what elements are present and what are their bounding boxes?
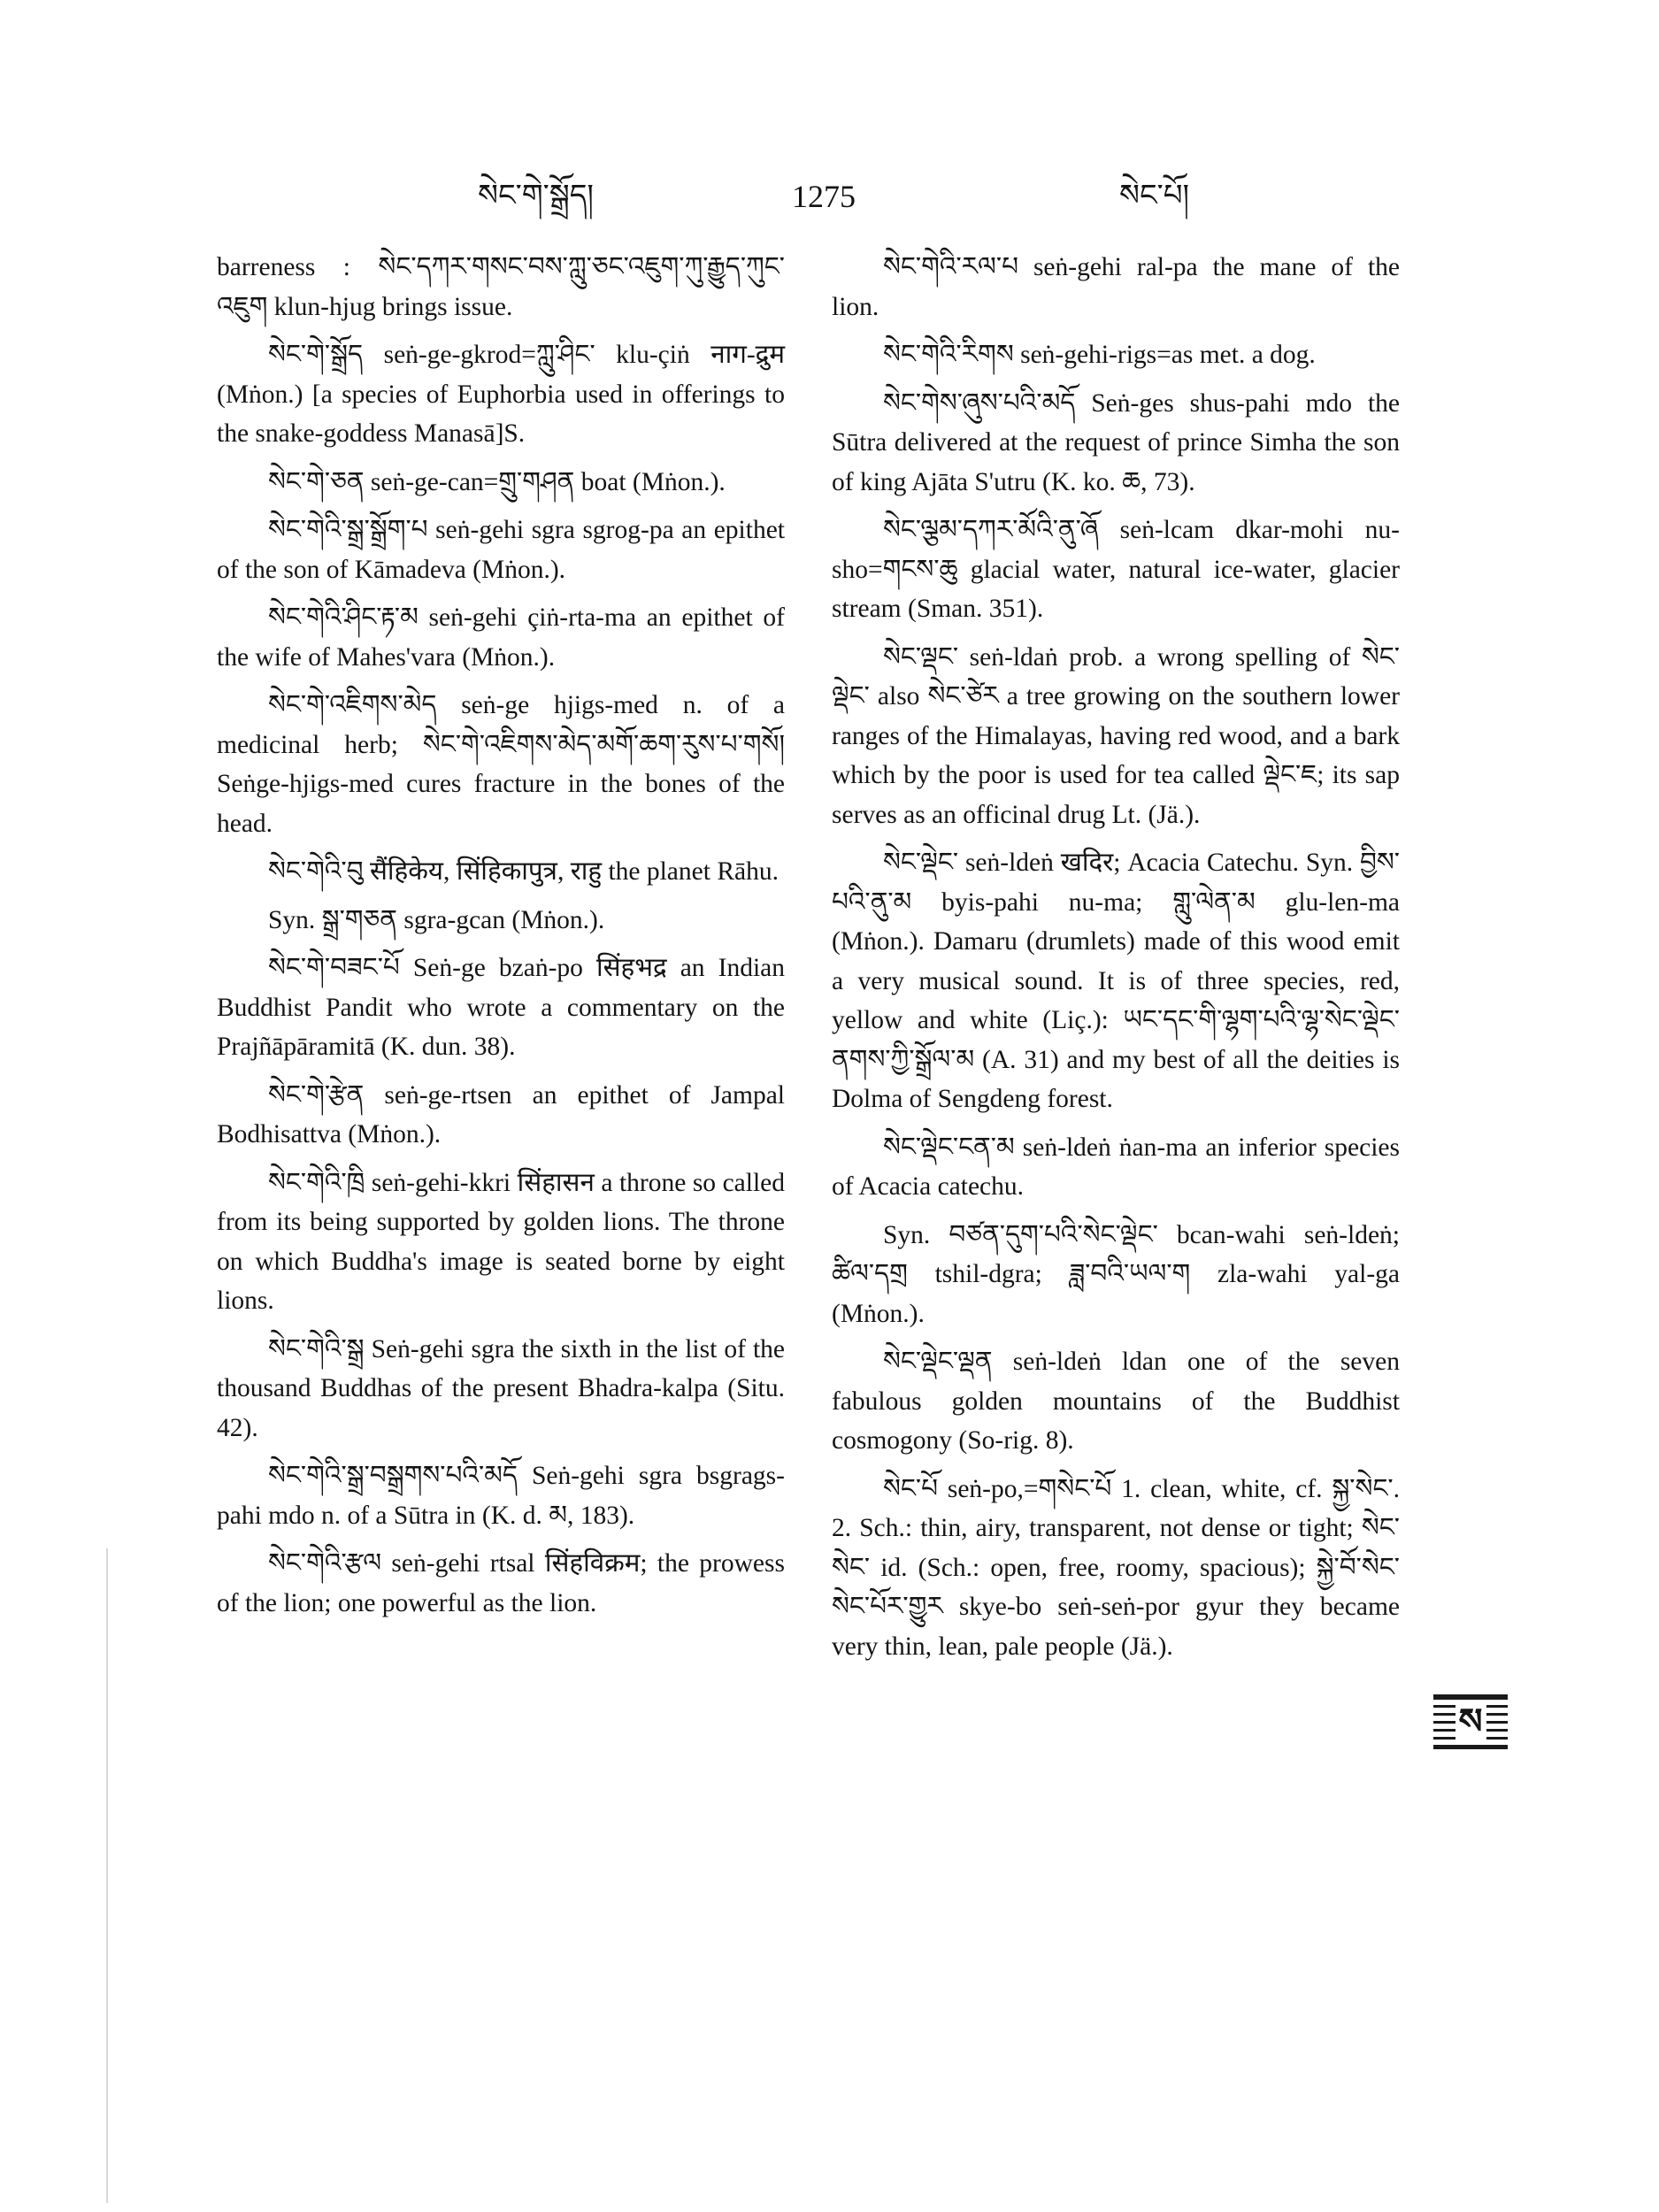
page-number: 1275 [792,179,856,214]
header-right-guide-word: སེང་པོ། [1119,180,1190,212]
entry: སེང་ལྡེང་ངན་མ seṅ-ldeṅ ṅan-ma an inferior species of Acacia catechu. [832,1133,1400,1201]
entry: སེང་ལྡེང་ seṅ-ldeṅ खदिर; Acacia Catechu. Syn. བྱིས་པའི་ནུ་མ byis-pahi nu-ma; གླུ་ལེན་མ glu-len-ma (Mṅon.). Damaru (drumlets) made of this wood emit a very musical sound. It is of three species, red, yellow and white (Liç.): ཡང་དང་གི་ལྷག་པའི་ལྷ་སེང་ལྡེང་ནགས་ཀྱི་སྒྲོལ་མ (A. 31) and my best of all the deities is Dolma of Sengdeng forest. [832,849,1400,1113]
entry: སེང་གེའི་རྩལ seṅ-gehi rtsal सिंहविक्रम; the prowess of the lion; one powerful as the lion. [217,1549,785,1617]
entry: སེང་གེའི་སྒྲ་བསྒྲགས་པའི་མདོ Seṅ-gehi sgra bsgrags-pahi mdo n. of a Sūtra in (K. d. མ, 183). [217,1462,785,1530]
thumb-index-letter: ས [1455,1701,1486,1742]
entry: སེང་པོ seṅ-po,=གསེང་པོ 1. clean, white, cf. སྐྱ་སེང་. 2. Sch.: thin, airy, transparent, not dense or tight; སེང་སེང་ id. (Sch.: open, free, roomy, spacious); སྐྱེ་བོ་སེང་སེང་པོར་གྱུར skye-bo seṅ-seṅ-por gyur they became very thin, lean, pale people (Jä.). [832,1474,1400,1661]
entry: སེང་གེ་བཟང་པོ Seṅ-ge bzaṅ-po सिंहभद्र an Indian Buddhist Pandit who wrote a commentary on the Prajñāpāramitā (K. dun. 38). [217,954,785,1061]
entry: སེང་གེ་འཇིགས་མེད seṅ-ge hjigs-med n. of a medicinal herb; སེང་གེ་འཇིགས་མེད་མགོ་ཆག་རུས་པ་གསོ། Seṅge-hjigs-med cures fracture in the bones of the head. [217,691,785,838]
entry: སེང་གེའི་སྒྲ་སྒྲོག་པ seṅ-gehi sgra sgrog-pa an epithet of the son of Kāmadeva (Mṅon.). [217,516,785,584]
entry: སེང་གེ་ཅན seṅ-ge-can=གྲུ་གཤན boat (Mṅon.). [268,467,726,496]
right-column [832,248,1400,1675]
entry: སེང་གེའི་བུ सैंहिकेय, सिंहिकापुत्र, राहु the planet Rāhu. [268,857,779,886]
entry: སེང་ལྕམ་དཀར་མོའི་ནུ་ཞོ seṅ-lcam dkar-mohi nu-sho=གངས་ཆུ glacial water, natural ice-water, glacier stream (Sman. 351). [832,516,1400,623]
header-left-guide-word: སེང་གེ་སྒྲོད། [478,180,594,212]
entry: སེང་གེ་སྒྲོད seṅ-ge-gkrod=ཀླུ་ཤིང་ klu-çiṅ नाग-द्रुम (Mṅon.) [a species of Euphorbia used in offerings to the snake-goddess Manasā]S. [217,341,785,448]
entry: སེང་གེ་རྩེན seṅ-ge-rtsen an epithet of Jampal Bodhisattva (Mṅon.). [217,1080,785,1148]
entry: Syn. བཙན་དུག་པའི་སེང་ལྡེང་ bcan-wahi seṅ-ldeṅ; ཚིལ་དགྲ tshil-dgra; ཟླ་བའི་ཡལ་ག zla-wahi yal-ga (Mṅon.). [832,1220,1400,1328]
entry: barreness : སེང་དཀར་གསང་བས་ཀླུ་ཅང་འཇུག་ཀུ་རྒྱུད་ཀུང་འཇུག klun-hjug brings issue. [217,253,785,321]
margin-line [106,1548,108,2203]
entry: སེང་གེའི་ཤིང་རྟ་མ seṅ-gehi çiṅ-rta-ma an epithet of the wife of Mahes'vara (Mṅon.). [217,603,785,672]
entry: སེང་ལྡང་ seṅ-ldaṅ prob. a wrong spelling of སེང་ལྡེང་ also སེང་ཙེར a tree growing on the southern lower ranges of the Himalayas, having red wood, and a bark which by the poor is used for tea called ལྡེང་ཇ; its sap serves as an officinal drug Lt. (Jä.). [832,642,1400,829]
entry: Syn. སྒྲ་གཅན sgra-gcan (Mṅon.). [268,905,605,934]
entry: སེང་གེའི་སྒྲ Seṅ-gehi sgra the sixth in the list of the thousand Buddhas of the present Bhadra-kalpa (Situ. 42). [217,1334,785,1442]
entry: སེང་གེའི་ཁྲི seṅ-gehi-kkri सिंहासन a throne so called from its being supported by golden lions. The throne on which Buddha's image is seated borne by eight lions. [217,1168,785,1315]
entry: སེང་གེའི་རལ་པ seṅ-gehi ral-pa the mane of the lion. [832,253,1400,321]
entry: སེང་ལྡེང་ལྡན seṅ-ldeṅ ldan one of the seven fabulous golden mountains of the Buddhist cosmogony (So-rig. 8). [832,1348,1400,1455]
left-column [217,248,785,1632]
entry: སེང་གེས་ཞུས་པའི་མདོ Seṅ-ges shus-pahi mdo the Sūtra delivered at the request of prince Simha the son of king Ajāta S'utru (K. ko. ཆ, 73). [832,388,1400,496]
thumb-index-tab [1433,1694,1508,1749]
entry: སེང་གེའི་རིགས seṅ-gehi-rigs=as met. a dog. [883,341,1316,369]
